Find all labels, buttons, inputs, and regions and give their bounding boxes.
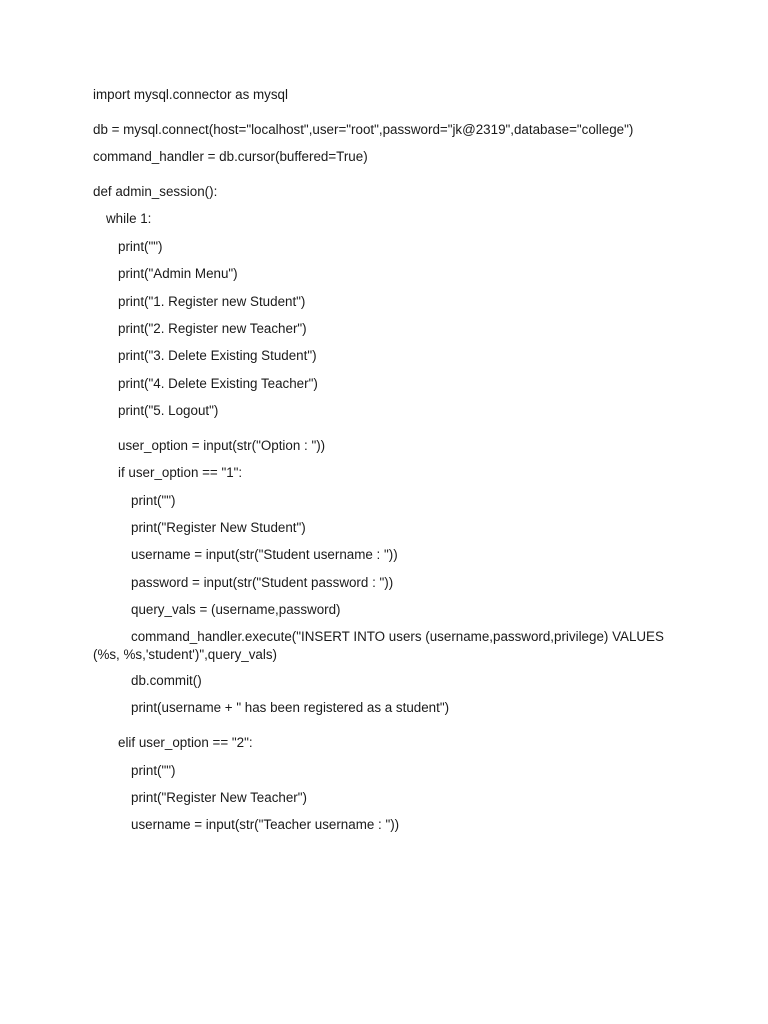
code-line-db-commit: db.commit() (131, 672, 202, 688)
blank-line (93, 718, 683, 725)
code-line-print-empty: print("") (118, 238, 163, 254)
code-line-def-admin-session: def admin_session(): (93, 183, 218, 199)
code-line-print-option-5: print("5. Logout") (118, 403, 219, 419)
code-line-print-option-4: print("4. Delete Existing Teacher") (118, 375, 318, 391)
code-line-print-option-1: print("1. Register new Student") (118, 293, 306, 309)
code-line-student-username: username = input(str("Student username : ")) (131, 547, 398, 563)
code-line-if-option-1: if user_option == "1": (118, 465, 243, 481)
code-line-elif-option-2: elif user_option == "2": (118, 735, 253, 751)
code-line-while: while 1: (106, 211, 152, 227)
code-line-print-register-student: print("Register New Student") (131, 520, 306, 536)
code-line-print-empty: print("") (131, 492, 176, 508)
code-line-student-password: password = input(str("Student password : ")) (131, 574, 394, 590)
code-line-cursor: command_handler = db.cursor(buffered=True) (93, 149, 368, 165)
code-line-print-registered-student: print(username + " has been registered as a student") (131, 700, 450, 716)
code-line-execute-insert-student: command_handler.execute("INSERT INTO users (username,password,privilege) VALUES (%s, %s,'student')",query_vals) (93, 628, 664, 662)
code-line-print-option-3: print("3. Delete Existing Student") (118, 348, 317, 364)
code-line-teacher-username: username = input(str("Teacher username : ")) (131, 817, 400, 833)
code-line-print-option-2: print("2. Register new Teacher") (118, 320, 307, 336)
code-line-print-register-teacher: print("Register New Teacher") (131, 789, 307, 805)
code-line-query-vals: query_vals = (username,password) (131, 602, 341, 618)
blank-line (93, 421, 683, 428)
code-listing (93, 85, 683, 835)
code-line-print-empty: print("") (131, 762, 176, 778)
blank-line (93, 105, 683, 112)
code-line-user-option: user_option = input(str("Option : ")) (118, 437, 326, 453)
code-line-db-connect: db = mysql.connect(host="localhost",user="root",password="jk@2319",database="college") (93, 121, 634, 137)
blank-line (93, 167, 683, 174)
code-line-print-admin-menu: print("Admin Menu") (118, 266, 238, 282)
code-line-import: import mysql.connector as mysql (93, 87, 288, 102)
